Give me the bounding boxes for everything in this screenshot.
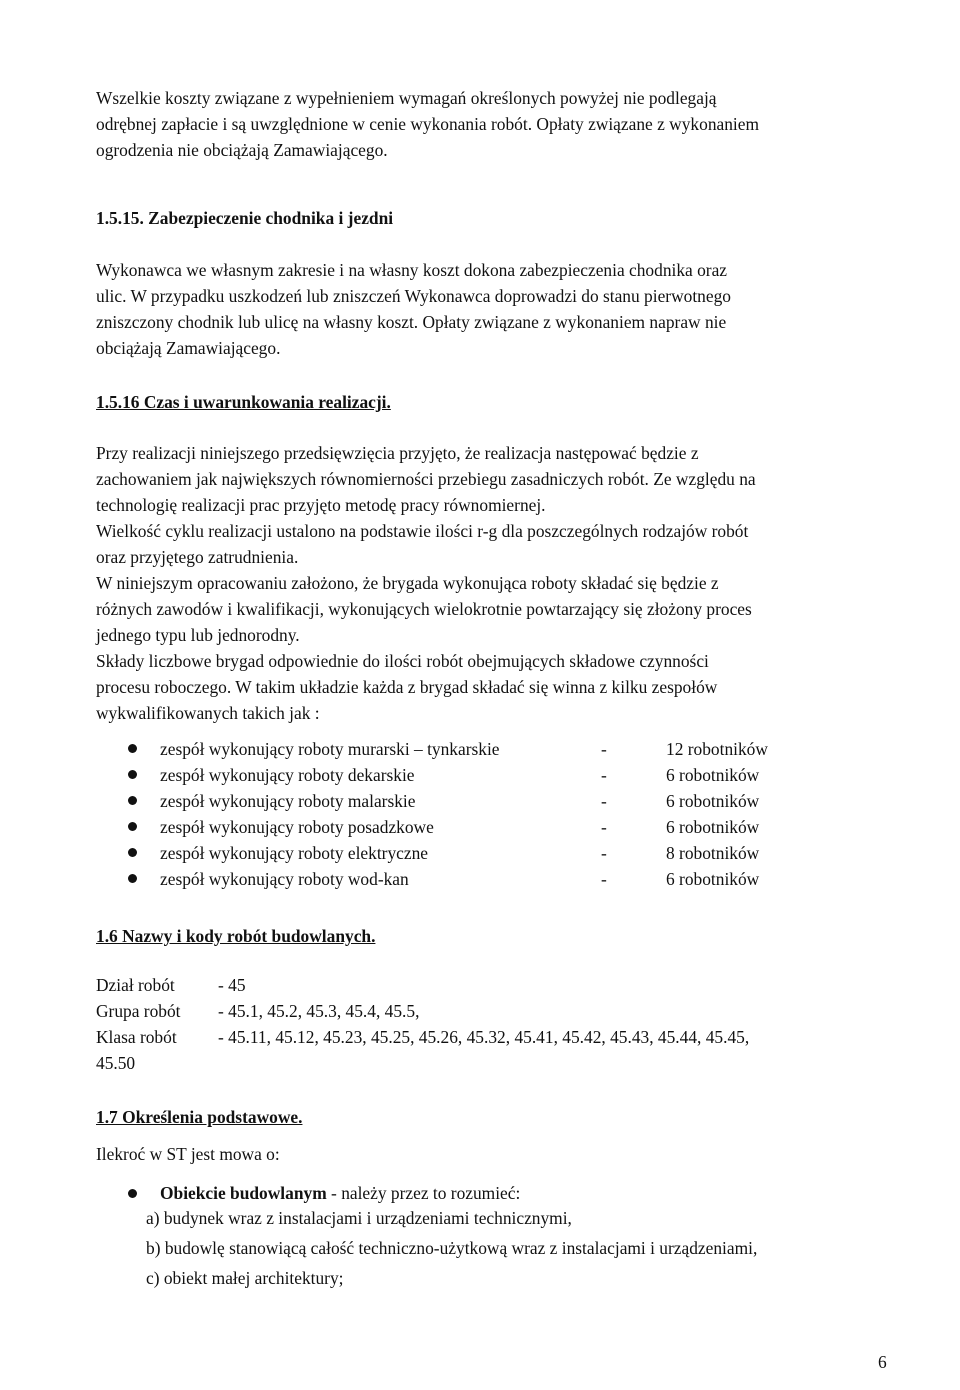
section-heading-1-6: 1.6 Nazwy i kody robót budowlanych. [96,926,376,946]
paragraph-line: obciążają Zamawiającego. [96,338,281,358]
team-dash: - [601,843,607,863]
team-count: 12 robotników [666,739,768,759]
code-continuation: 45.50 [96,1053,136,1073]
definition-item: c) obiekt małej architektury; [146,1268,344,1288]
team-dash: - [601,765,607,785]
paragraph-line: procesu roboczego. W takim układzie każda z brygad składać się winna z kilku zespołów [96,677,718,697]
paragraph-line: zachowaniem jak największych równomierności przebiegu zasadniczych robót. Ze względu na [96,469,756,489]
team-count: 6 robotników [666,791,760,811]
intro-line-2: odrębnej zapłacie i są uwzględnione w cenie wykonania robót. Opłaty związane z wykonaniem [96,114,760,134]
paragraph-line: Składy liczbowe brygad odpowiednie do ilości robót obejmujących składowe czynności [96,651,709,671]
team-dash: - [601,817,607,837]
team-label: zespół wykonujący roboty malarskie [160,791,416,811]
page-number: 6 [878,1352,887,1372]
definition-term-rest: - należy przez to rozumieć: [326,1183,521,1203]
team-count: 6 robotników [666,869,760,889]
paragraph-line: Wykonawca we własnym zakresie i na własny koszt dokona zabezpieczenia chodnika oraz [96,260,728,280]
team-dash: - [601,791,607,811]
intro-line-3: ogrodzenia nie obciążają Zamawiającego. [96,140,388,160]
definitions-intro: Ilekroć w ST jest mowa o: [96,1144,280,1164]
code-label: Grupa robót [96,1001,181,1021]
bullet-icon [128,874,137,883]
definition-item: b) budowlę stanowiącą całość techniczno-użytkową wraz z instalacjami i urządzeniami, [146,1238,758,1258]
team-dash: - [601,739,607,759]
definition-term: Obiekcie budowlanym [160,1183,327,1203]
intro-line-1: Wszelkie koszty związane z wypełnieniem wymagań określonych powyżej nie podlegają [96,88,717,108]
team-label: zespół wykonujący roboty murarski – tynkarskie [160,739,500,759]
code-label: Dział robót [96,975,175,995]
team-label: zespół wykonujący roboty posadzkowe [160,817,434,837]
paragraph-line: W niniejszym opracowaniu założono, że brygada wykonująca roboty składać się będzie z [96,573,719,593]
code-value: - 45.11, 45.12, 45.23, 45.25, 45.26, 45.32, 45.41, 45.42, 45.43, 45.44, 45.45, [218,1027,750,1047]
team-label: zespół wykonujący roboty elektryczne [160,843,429,863]
code-label: Klasa robót [96,1027,177,1047]
bullet-icon [128,848,137,857]
bullet-icon [128,744,137,753]
paragraph-line: zniszczony chodnik lub ulicę na własny koszt. Opłaty związane z wykonaniem napraw nie [96,312,727,332]
team-dash: - [601,869,607,889]
team-count: 8 robotników [666,843,760,863]
bullet-icon [128,1189,137,1198]
bullet-icon [128,822,137,831]
paragraph-line: Przy realizacji niniejszego przedsięwzięcia przyjęto, że realizacja następować będzie z [96,443,699,463]
definition-term-line [160,1181,520,1205]
team-count: 6 robotników [666,765,760,785]
code-value: - 45.1, 45.2, 45.3, 45.4, 45.5, [218,1001,420,1021]
team-count: 6 robotników [666,817,760,837]
paragraph-line: jednego typu lub jednorodny. [96,625,300,645]
section-heading-1-7: 1.7 Określenia podstawowe. [96,1107,303,1127]
team-label: zespół wykonujący roboty dekarskie [160,765,415,785]
bullet-icon [128,770,137,779]
section-heading-1-5-15: 1.5.15. Zabezpieczenie chodnika i jezdni [96,208,394,228]
section-heading-1-5-16: 1.5.16 Czas i uwarunkowania realizacji. [96,392,391,412]
definition-item: a) budynek wraz z instalacjami i urządzeniami technicznymi, [146,1208,572,1228]
paragraph-line: technologię realizacji prac przyjęto metodę pracy równomiernej. [96,495,546,515]
bullet-icon [128,796,137,805]
code-value: - 45 [218,975,246,995]
team-label: zespół wykonujący roboty wod-kan [160,869,409,889]
paragraph-line: Wielkość cyklu realizacji ustalono na podstawie ilości r-g dla poszczególnych rodzajów robót [96,521,749,541]
paragraph-line: różnych zawodów i kwalifikacji, wykonujących wielokrotnie powtarzający się złożony proces [96,599,752,619]
paragraph-line: oraz przyjętego zatrudnienia. [96,547,299,567]
paragraph-line: ulic. W przypadku uszkodzeń lub zniszczeń Wykonawca doprowadzi do stanu pierwotnego [96,286,731,306]
paragraph-line: wykwalifikowanych takich jak : [96,703,320,723]
